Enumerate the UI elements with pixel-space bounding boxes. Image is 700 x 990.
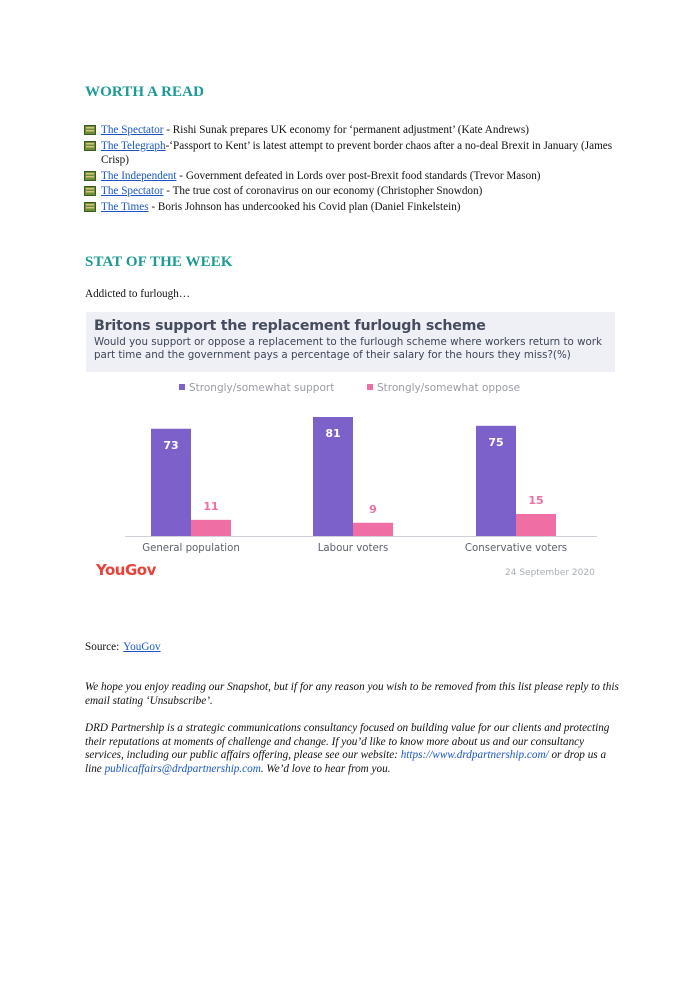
source-link-yougov[interactable]: YouGov xyxy=(123,641,161,653)
article-title: ‘Passport to Kent’ is latest attempt to prevent border chaos after a no-deal Brexit in January (James Crisp) xyxy=(101,139,613,166)
source-link[interactable]: The Spectator xyxy=(101,185,164,198)
data-label: 9 xyxy=(369,502,377,516)
email-link[interactable]: publicaffairs@drdpartnership.com xyxy=(104,762,261,775)
list-item xyxy=(84,169,619,183)
article-title: Government defeated in Lords over post-Brexit food standards (Trevor Mason) xyxy=(185,169,541,182)
chart xyxy=(85,312,615,590)
separator: - xyxy=(176,169,186,182)
oppose-bar xyxy=(191,520,231,536)
list-item xyxy=(84,184,619,198)
about-text: DRD Partnership is a strategic communications consultancy focused on building value for our clients and protecting their reputations at moments of challenge and change. If you’d like to know more about us and our consultancy services, including our public affairs offering, please see our website: xyxy=(85,722,610,762)
article-title: Rishi Sunak prepares UK economy for ‘permanent adjustment’ (Kate Andrews) xyxy=(172,124,529,136)
legend-swatch xyxy=(179,384,185,390)
category-label: Labour voters xyxy=(317,543,389,554)
data-label: 15 xyxy=(528,493,544,507)
list-item xyxy=(84,123,619,137)
stat-of-the-week-heading: STAT OF THE WEEK xyxy=(85,254,233,270)
separator: - xyxy=(165,139,170,152)
chart-subtitle: Would you support or oppose a replacement to the furlough scheme where workers return to work part time and the government pays a percentage of their salary for the hours they miss?(%) xyxy=(94,336,603,361)
oppose-bar xyxy=(516,514,556,536)
data-label: 73 xyxy=(163,438,179,452)
book-icon xyxy=(84,202,96,212)
article-title: Boris Johnson has undercooked his Covid plan (Daniel Finkelstein) xyxy=(157,201,461,214)
data-label: 81 xyxy=(325,427,341,440)
data-label: 11 xyxy=(203,499,219,513)
stat-intro: Addicted to furlough… xyxy=(85,288,191,300)
list-item xyxy=(84,139,619,167)
data-label: 75 xyxy=(488,435,504,449)
reading-list xyxy=(84,123,619,216)
article-title: The true cost of coronavirus on our economy (Christopher Snowdon) xyxy=(172,185,483,198)
unsubscribe-note: We hope you enjoy reading our Snapshot, but if for any reason you wish to be removed from this list please reply to this email stating ‘Unsubscribe’. xyxy=(85,681,619,707)
book-icon xyxy=(84,125,96,135)
source-label: Source: xyxy=(85,641,120,653)
separator: - xyxy=(163,124,173,136)
book-icon xyxy=(84,186,96,196)
category-label: Conservative voters xyxy=(464,543,568,554)
separator: - xyxy=(163,185,173,198)
worth-a-read-heading: WORTH A READ xyxy=(85,84,205,100)
source-link[interactable]: The Telegraph xyxy=(101,139,166,152)
bar-chart xyxy=(85,312,615,590)
legend-swatch xyxy=(367,384,373,390)
category-label: General population xyxy=(142,543,240,554)
about-paragraph xyxy=(85,722,620,776)
website-link[interactable]: https://www.drdpartnership.com/ xyxy=(400,749,549,762)
legend-label: Strongly/somewhat oppose xyxy=(377,382,521,394)
book-icon xyxy=(84,171,96,181)
yougov-logo: YouGov xyxy=(96,561,156,579)
legend-label: Strongly/somewhat support xyxy=(189,382,335,394)
separator: - xyxy=(148,201,158,214)
oppose-bar xyxy=(353,523,393,536)
source-link[interactable]: The Spectator xyxy=(101,124,164,136)
about-text: or drop us a line xyxy=(85,749,607,775)
about-text: . We’d love to hear from you. xyxy=(260,762,391,775)
source-link[interactable]: The Times xyxy=(101,201,149,214)
source-line xyxy=(85,641,161,653)
chart-date: 24 September 2020 xyxy=(505,568,595,578)
list-item xyxy=(84,200,619,214)
book-icon xyxy=(84,141,96,151)
chart-title: Britons support the replacement furlough scheme xyxy=(94,318,486,334)
source-link[interactable]: The Independent xyxy=(101,169,177,182)
